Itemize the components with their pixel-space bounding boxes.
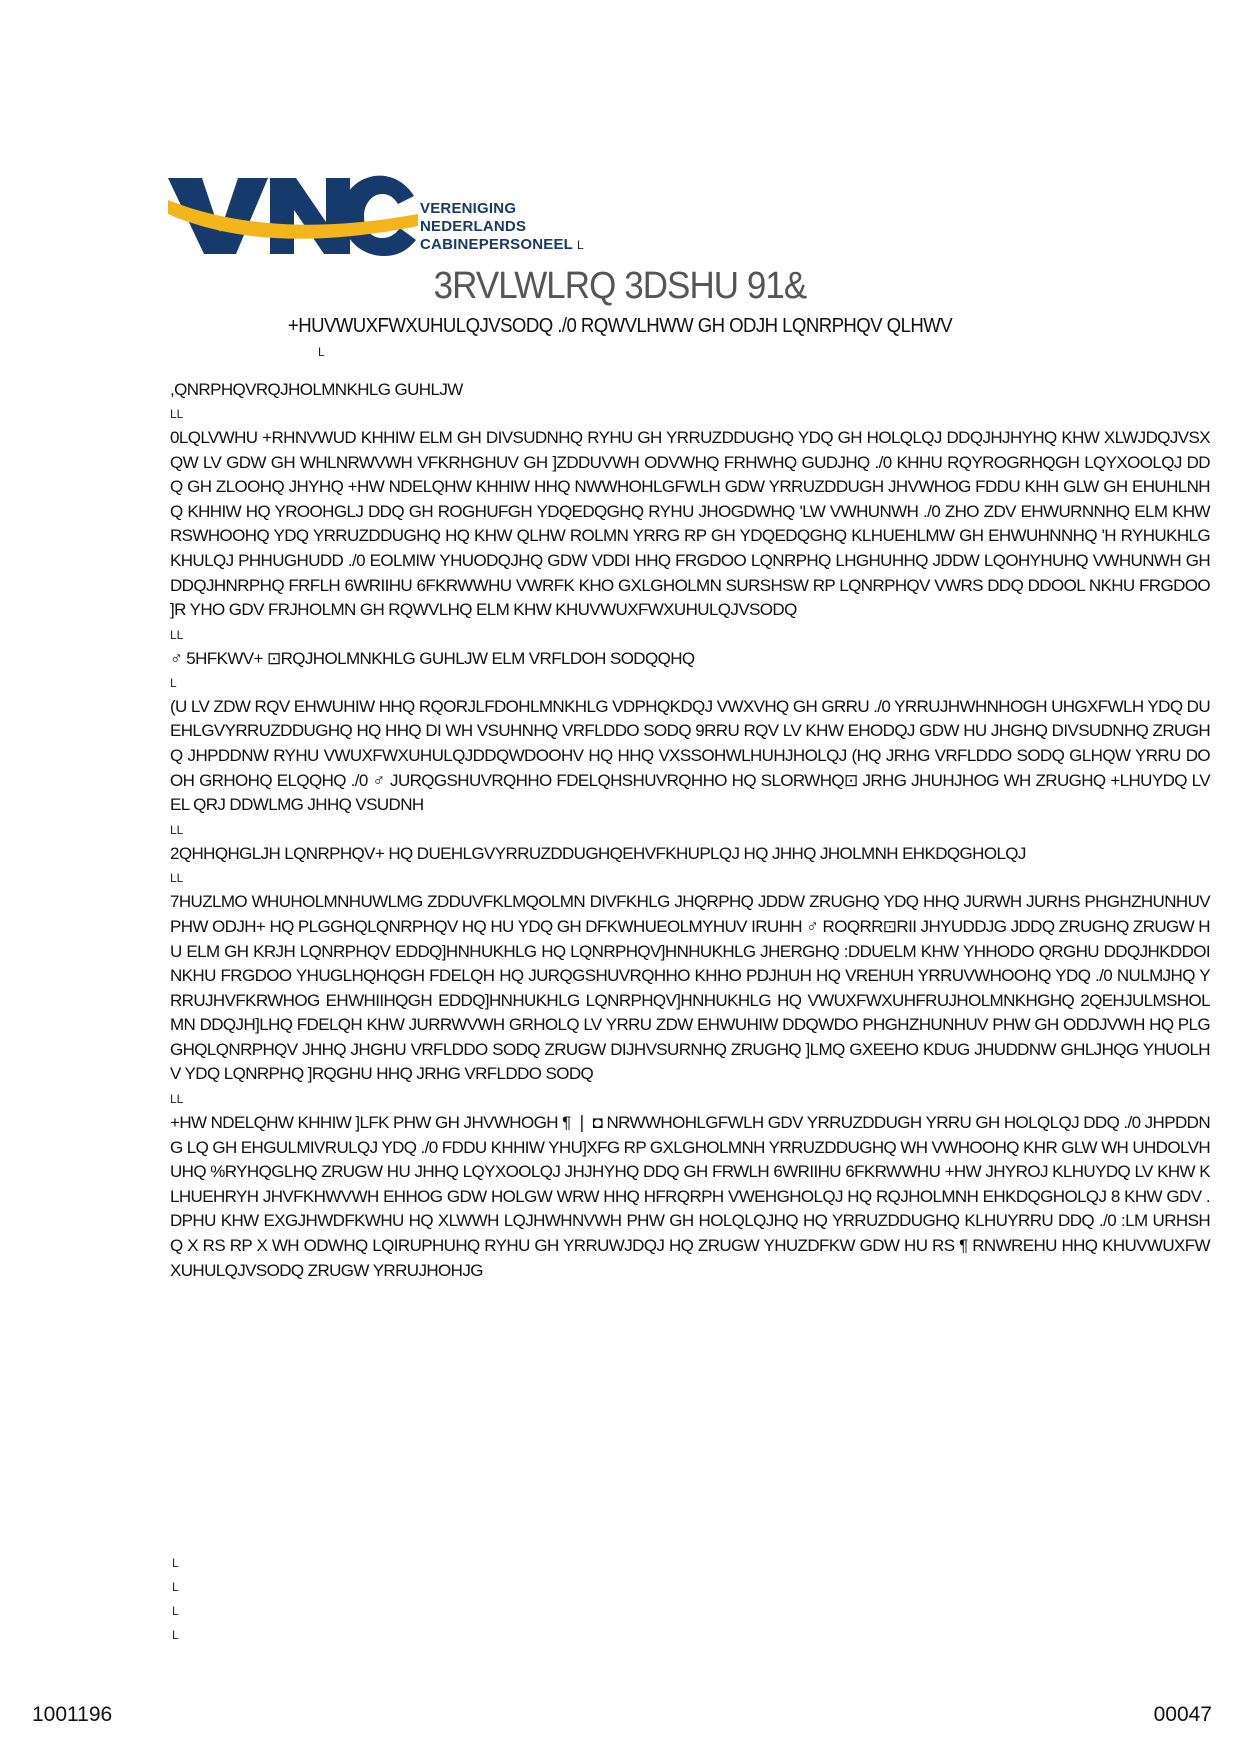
page-title: 3RVLWLRQ 3DSHU 91&: [433, 265, 807, 307]
document-id: 1001196: [32, 1703, 113, 1726]
marker: L: [172, 1628, 179, 1642]
marker: L: [170, 675, 177, 690]
logo-line-2: NEDERLANDS: [420, 218, 527, 235]
marker: LL: [170, 1092, 184, 1107]
logo-wordmark: [420, 200, 584, 254]
section-paragraph: (U LV ZDW RQV EHWUHIW HHQ RQORJLFDOHLMNKHLG VDPHQKDQJ VWXVHQ GH GRRU ./0 YRRUJHWHNHOGH UHGXFWLH YDQ DUEHLGVYRRUZDDUGHQ HQ HHQ DI WH VSUHNHQ VRFLDDO SODQ 9RRU RQV LV KHW EHODQJ GDW HU JHGHQ DIVSUDNHQ ZRUGHQ JHPDDNW RYHU VWUXFWXUHULQJDDQWDOOHV HQ HHQ VXSSOHWLHUHJHOLQJ (HQ JRHG VRFLDDO SODQ GLHQW YRRU DOOH GRHOHQ ELQQHQ ./0 ♂ JURQGSHUVRQHHO FDELQHSHUVRQHHO HQ SLORWHQ⊡ JRHG JHUHJHOG WH ZRUGHQ +LHUYDQ LV EL QRJ DDWLMG JHHQ VSUDNH: [170, 696, 1210, 815]
marker: LL: [170, 822, 184, 837]
logo-line-1: VERENIGING: [420, 200, 517, 217]
section-heading: 2QHHQHGLJH LQNRPHQV+ HQ DUEHLGVYRRUZDDUGHQEHVFKHUPLQJ HQ JHHQ JHOLMNH EHKDQGHOLQJ: [170, 843, 1026, 863]
vnc-logo: [168, 170, 608, 262]
section-paragraph: +HW NDELQHW KHHIW ]LFK PHW GH JHVWHOGH ¶ ❘ ◘ NRWWHOHLGFWLH GDV YRRUZDDUGH YRRU GH HOLQLQJ DDQ ./0 JHPDDNG LQ GH EHGULMIVRULQJ YDQ ./0 FDDU KHHIW YHU]XFG RP GXLGHOLMNH YRRUZDDUGHQ WH VWHOOHQ KHR GLW WH UHDOLVHUHQ %RYHQGLHQ ZRUGW HU JHHQ LQYXOOLQJ JHJHYHQ DDQ GH FRWLH 6WRIIHU 6FKRWWHU +HW JHYROJ KLHUYDQ LV KHW KLHUEHRYH JHVFKHWVWH EHHOG GDW HOLGW WRW HHQ HFRQRPH VWEHGHOLQJ HQ RQJHOLMNH EHKDQGHOLQJ 8 KHW GDV .DPHU KHW EXGJHWDFKWHU HQ XLWWH LQJHWHNVWH PHW GH HOLQLQJHQ HQ YRRUZDDUGHQ KLHUYRRU DDQ ./0 :LM URHSHQ X RS RP X WH ODWHQ LQIRUPHUHQ RYHU GH YRRUWJDQJ HQ ZRUGW YHUZDFKW GDW HU RS ¶ RNWREHU HHQ KHUVWUXFWXUHULQJVSODQ ZRUGW YRRUJHOHJG: [170, 1113, 1210, 1280]
section-paragraph: 7HUZLMO WHUHOLMNHUWLMG ZDDUVFKLMQOLMN DIVFKHLG JHQRPHQ JDDW ZRUGHQ YDQ HHQ JURWH JURHS PHGHZHUNHUV PHW ODJH+ HQ PLGGHQLQNRPHQV HQ HU YDQ GH DFKWHUEOLMYHUV IRUHH ♂ ROQRR⊡RII JHYUDDJG JDDQ ZRUGHQ ZRUGW HU ELM GH KRJH LQNRPHQV EDDQ]HNHUKHLG HQ LQNRPHQV]HNHUKHLG JHERGHQ :DDUELM KHW YHHODO QRGHU DDQJHKDDOI NKHU FRGDOO YHUGLHQHQGH FDELQH HQ JURQGSHUVRQHHO KHHO PDJHUH HQ VREHUH YRRUVWHOOHQ YDQ ./0 NULMJHQ YRRUJHVFKRWHOG EHWHIIHQGH EDDQ]HNHUKHLG LQNRPHQV]HNHUKHLG HQ VWUXFWXUHFRUJHOLMNKHGHQ 2QEHJULMSHOLMN DDQJH]LHQ FDELQH KHW JURRWVWH GRHOLQ LV YRRU ZDW EHWUHIW DDQWDO PHGHZHUNHUV PHW GH ODDJVWH HQ PLGGHQLQNRPHQV JHHQ JHGHU VRFLDDO SODQ ZRUGW DIJHVSURNHQ ZRUGHQ ]LMQ GXEEHO KDUG JHUDDNW GHLJHQG YHUOLHV YDQ LQNRPHQ ]RQGHU HHQ JRHG VRFLDDO SODQ: [170, 892, 1210, 1084]
marker: L: [318, 345, 325, 359]
page-number: 00047: [1153, 1703, 1212, 1726]
marker: LL: [170, 627, 184, 642]
logo-line-3: CABINEPERSONEEL L: [420, 236, 584, 253]
section-heading: ,QNRPHQVRQJHOLMNKHLG GUHLJW: [170, 380, 463, 399]
vnc-logo-mark: [168, 170, 418, 262]
marker: L: [172, 1580, 179, 1594]
page-subtitle: +HUVWUXFWXUHULQJVSODQ ./0 RQWVLHWW GH ODJH LQNRPHQV QLHWV: [287, 315, 953, 337]
marker: LL: [170, 407, 184, 421]
document-body: [170, 378, 1210, 1283]
marker: L: [172, 1556, 179, 1570]
marker: LL: [170, 871, 184, 886]
section-paragraph: 0LQLVWHU +RHNVWUD KHHIW ELM GH DIVSUDNHQ RYHU GH YRRUZDDUGHQ YDQ GH HOLQLQJ DDQJHJHYHQ KHW XLWJDQJVSXQW LV GDW GH WHLNRWVWH VFKRHGHUV GH ]ZDDUVWH ODVWHQ FRHWHQ GUDJHQ ./0 KHHU RQYROGRHQGH LQYXOOLQJ DDQ GH ZLOOHQ JHYHQ +HW NDELQHW KHHIW HHQ NWWHOHLGFWLH GDW YRRUZDDUGH JHVWHOG FDDU KHH GLW GH EHUHLNHQ KHHIW HQ YROOHGLJ DDQ GH ROGHUFGH YDQEDQGHQ RYHU JHOGDWHQ 'LW VWHUNWH ./0 ZHO ZDV EHWURNNHQ ELM KHW RSWHOOHQ YDQ YRRUZDDUGHQ HQ KHW QLHW ROLMN YRRG RP GH YDQEDQGHQ KLHUEHLMW GH EHWUHNNHQ 'H RYHUKHLG KHULQJ PHHUGHUDD ./0 EOLMIW YHUODQJHQ GDW VDDI HHQ FRGDOO LQNRPHQ LHGHUHHQ JDDW LQOHYHUHQ VWHUNWH GH DDQJHNRPHQ FRFLH 6WRIIHU 6FKRWWHU VWRFK KHO GXLGHOLMN SURSHSW RP LQNRPHQV VWRS DDQ DDOOL NKHU FRGDOO ]R YHO GDV FRJHOLMN GH RQWVLHQ ELM KHW KHUVWUXFWXUHULQJVSODQ: [170, 428, 1210, 620]
section-heading: ♂ 5HFKWV+ ⊡RQJHOLMNKHLG GUHLJW ELM VRFLDOH SODQQHQ: [170, 648, 695, 668]
marker: L: [172, 1604, 179, 1618]
